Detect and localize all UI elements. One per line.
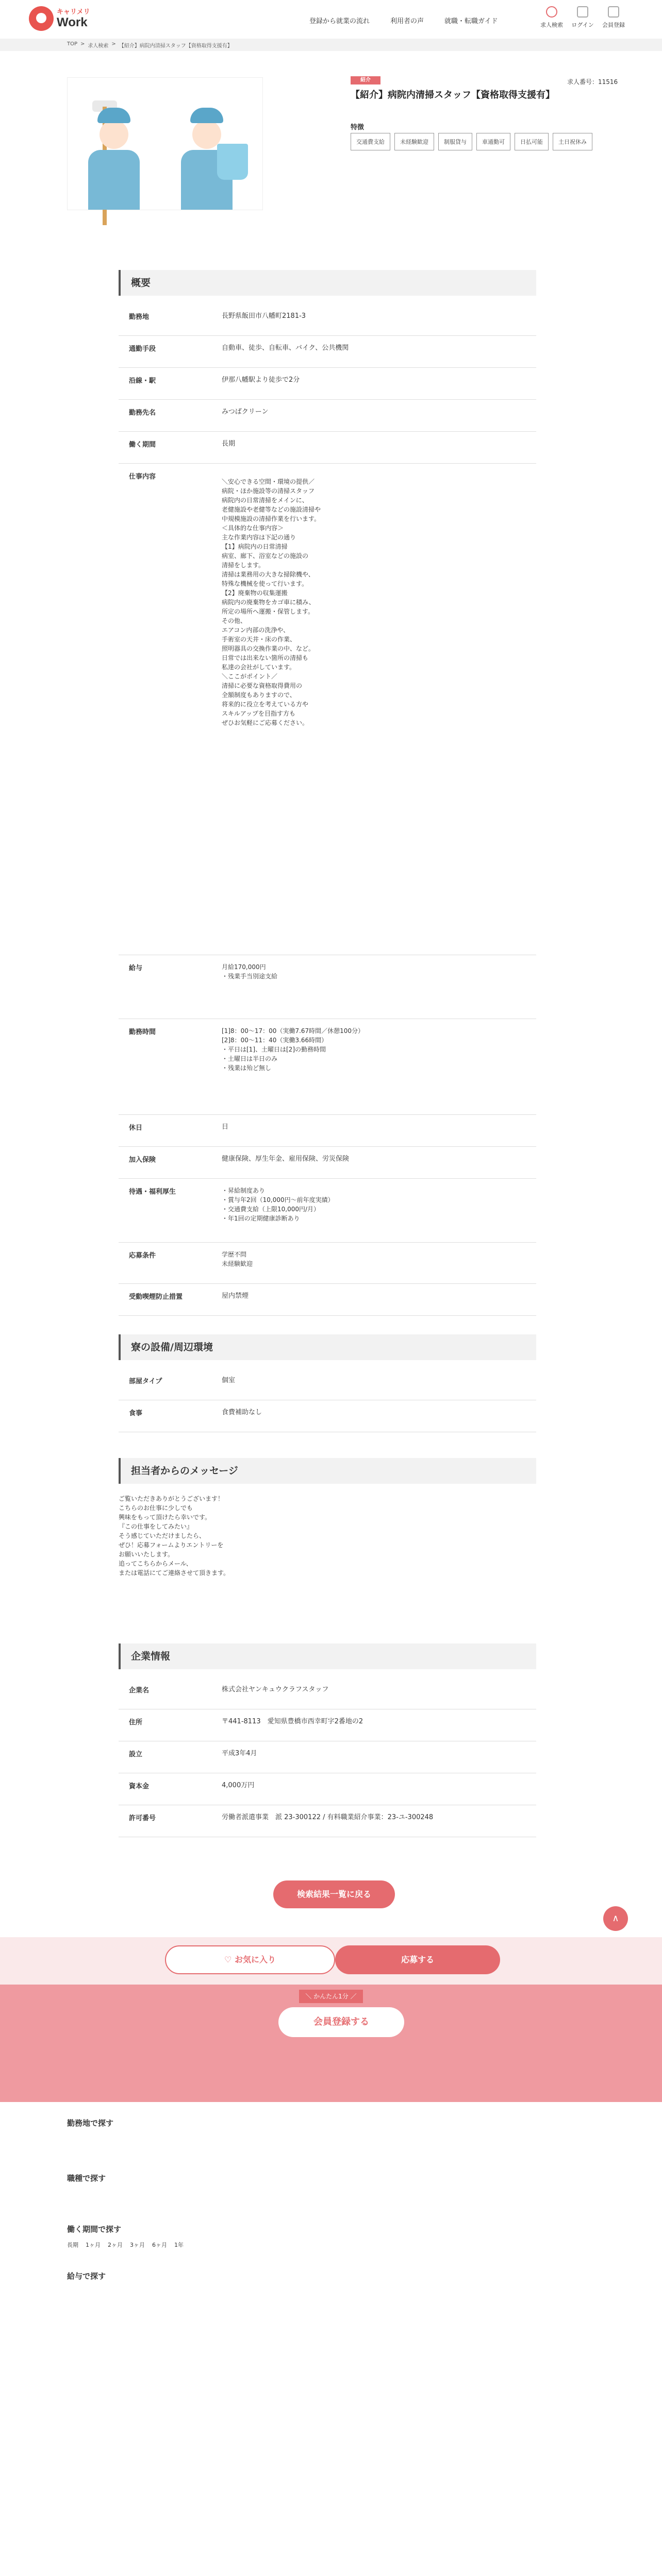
text-line: こちらのお仕事に少しでも [119,1504,193,1512]
spacer [67,2295,603,2308]
search-link[interactable]: 6ヶ月 [152,2242,167,2248]
feature-tag: 交通費支給 [351,133,390,150]
spacer [67,2154,603,2167]
row-value: 4,000万円 [222,1782,255,1789]
row-label: 部屋タイプ [129,1378,162,1385]
text-line: 【1】病院内の日常清掃 [222,543,288,550]
text-line: 老健施設や老健等などの施設清掃や [222,506,321,513]
row-label: 沿線・駅 [129,377,156,385]
job-type-badge: 紹介 [351,76,380,84]
facility-heading: 寮の設備/周辺環境 [119,1334,536,1360]
text-line: ＼安心できる空間・環境の提供／ [222,478,315,485]
text-line: 中規模施設の清掃作業を行います。 [222,515,321,522]
text-line: ・年1回の定期健康診断あり [222,1215,300,1222]
search-link[interactable]: 3ヶ月 [130,2242,145,2248]
feature-tag: 日払可能 [515,133,549,150]
benefits-lines [222,1186,334,1223]
job-content-lines [222,477,321,727]
text-line: ＜具体的な仕事内容＞ [222,524,284,532]
header-search-label: 求人検索 [540,22,563,28]
message-body [119,1494,536,1578]
header-login[interactable] [567,4,598,29]
text-line: 未経験歓迎 [222,1260,253,1267]
row-founded [119,1741,536,1773]
row-label: 働く期間 [129,441,156,449]
text-line: 所定の場所へ運搬・保管します。 [222,608,315,615]
text-line: 特殊な機械を使って行います。 [222,580,308,587]
search-link[interactable]: 1ヶ月 [86,2242,101,2248]
logo-small[interactable]: キャリメリ [57,8,90,16]
row-salary [119,955,536,1019]
favorite-button[interactable]: ♡ お気に入り [165,1945,335,1974]
breadcrumb: TOP > 求人検索 > 【紹介】病院内清掃スタッフ【資格取得支援有】 [67,41,233,49]
row-label: 受動喫煙防止措置 [129,1293,183,1301]
salary-lines [222,962,277,981]
text-line: 全額制度もありますので、 [222,691,296,699]
text-line: 病院内の日常清掃をメインに、 [222,497,308,504]
message-heading: 担当者からのメッセージ [119,1458,536,1484]
row-insurance [119,1147,536,1179]
header-search[interactable] [536,4,567,29]
header-icons [536,4,629,29]
text-line: 月給170,000円 [222,963,266,971]
text-line: 照明器具の交換作業の中、など。 [222,645,315,652]
feature-tag: 車通勤可 [476,133,510,150]
spacer [67,2205,603,2218]
text-line: ・残業手当別途支給 [222,973,278,980]
row-label: 住所 [129,1719,143,1726]
row-label: 勤務地 [129,313,150,321]
row-value: 自動車、徒歩、自転車、バイク、公共機関 [222,344,349,352]
text-line: 学歴不問 [222,1251,247,1258]
nav-guide[interactable]: 就職・転職ガイド [444,18,498,25]
feature-tag: 未経験歓迎 [394,133,434,150]
breadcrumb-current: 【紹介】病院内清掃スタッフ【資格取得支援有】 [119,43,233,49]
job-hero-image [67,77,263,210]
row-company-name [119,1677,536,1709]
row-label: 勤務先名 [129,409,156,417]
search-link[interactable]: 2ヶ月 [108,2242,123,2248]
text-line: 清掃は業務用の大きな掃除機や、 [222,571,315,578]
row-label: 通勤手段 [129,345,156,353]
search-section-title: 給与で探す [67,2272,106,2281]
logo-big[interactable]: Work [57,15,88,29]
breadcrumb-search[interactable]: 求人検索 [88,43,109,49]
text-line: お願いいたします。 [119,1551,174,1558]
row-label: 仕事内容 [129,473,156,481]
row-value: 長野県飯田市八幡町2181-3 [222,312,306,320]
text-line: ・平日は[1]、土曜日は[2]の勤務時間 [222,1046,326,1053]
row-room-type [119,1368,536,1400]
row-label: 許可番号 [129,1815,156,1822]
company-heading: 企業情報 [119,1643,536,1669]
text-line: [2]8：00〜11：40（実働3.66時間） [222,1037,328,1044]
row-value: 伊那八幡駅より徒歩で2分 [222,376,300,384]
row-value: みつばクリーン [222,408,269,416]
text-line: ・土曜日は半日のみ [222,1055,278,1062]
row-job-content [119,464,536,955]
search-section-title: 勤務地で探す [67,2119,114,2128]
login-icon [577,6,588,18]
nav-voice[interactable]: 利用者の声 [390,18,424,25]
row-benefits [119,1179,536,1243]
row-capital [119,1773,536,1805]
text-line: ご覧いただきありがとうございます！ [119,1495,224,1502]
feature-tags [351,133,598,150]
text-line: ぜひ！応募フォームよりエントリーを [119,1541,224,1549]
text-line: [1]8：00〜17：00（実働7.67時間／休憩100分） [222,1027,365,1035]
overview-heading: 概要 [119,270,536,296]
row-value: 労働者派遣事業 派 23-300122 / 有料職業紹介事業：23-ユ-300248 [222,1814,434,1821]
job-title: 【紹介】病院内清掃スタッフ【資格取得支援有】 [351,90,555,100]
text-line: ・昇給制度あり [222,1187,266,1194]
row-value: 食費補助なし [222,1409,262,1416]
scroll-top-button[interactable]: ∧ [603,1906,628,1931]
text-line: ＼ここがポイント／ [222,673,278,680]
row-smoking [119,1284,536,1316]
row-value: 個室 [222,1377,236,1384]
register-button[interactable]: 会員登録する [278,2007,404,2037]
row-value: 健康保険、厚生年金、雇用保険、労災保険 [222,1155,350,1163]
text-line: 清掃をします。 [222,562,265,569]
text-line: 『この仕事をしてみたい』 [119,1523,193,1530]
text-line: 清掃に必要な資格取得費用の [222,682,303,689]
header-login-label: ログイン [571,22,594,28]
search-section-title: 職種で探す [67,2174,106,2183]
text-line: 主な作業内容は下記の通り [222,534,296,541]
text-line: その他、 [222,617,247,624]
text-line: そう感じていただけましたら、 [119,1532,206,1539]
nav-flow[interactable]: 登録から就業の流れ [309,18,370,25]
bucket-icon [217,144,248,180]
back-to-list-button[interactable]: 検索結果一覧に戻る [273,1880,395,1908]
feature-tag: 制服貸与 [438,133,472,150]
text-line: ぜひお気軽にご応募ください。 [222,719,309,726]
row-label: 企業名 [129,1687,150,1694]
requirements-lines [222,1250,253,1268]
text-line: 【2】廃棄物の収集運搬 [222,589,288,597]
job-id: 求人番号：11516 [567,78,618,86]
row-value: 〒441-8113 愛知県豊橋市西幸町字2番地の2 [222,1718,363,1725]
row-workplace [119,400,536,432]
row-hours [119,1019,536,1115]
row-label: 設立 [129,1751,143,1758]
worker-male-illustration [83,96,145,210]
row-station [119,368,536,400]
features-label: 特徴 [351,124,365,131]
row-label: 応募条件 [129,1252,156,1260]
row-label: 休日 [129,1124,143,1132]
apply-button[interactable]: 応募する [335,1945,500,1974]
row-address [119,1709,536,1741]
row-value: 平成3年4月 [222,1750,257,1757]
row-label: 待遇・福利厚生 [129,1188,176,1196]
register-icon [608,6,619,18]
row-commute [119,336,536,368]
register-caption: ＼ かんたん1分 ／ [299,1990,363,2003]
text-line: または電話にてご連絡させて頂きます。 [119,1569,230,1577]
row-value: 長期 [222,440,236,448]
text-line: 将来的に役立を考えている方や [222,701,309,708]
row-label: 食事 [129,1410,143,1417]
row-term [119,432,536,464]
row-label: 加入保険 [129,1156,156,1164]
text-line: 私達の会社がしています。 [222,664,296,671]
row-label: 給与 [129,964,143,972]
text-line: 病院・ほか施設等の清掃スタッフ [222,487,315,495]
text-line: ・交通費支給（上限10,000円/月） [222,1206,320,1213]
text-line: 追ってこちらからメール、 [119,1560,192,1567]
search-link[interactable]: 長期 [67,2242,78,2248]
header-register-label: 会員登録 [602,22,625,28]
text-line: ・残業は殆ど無し [222,1064,272,1072]
row-requirements [119,1243,536,1284]
text-line: 興味をもって頂けたら幸いです。 [119,1514,211,1521]
text-line: スキルアップを目指す方も [222,710,296,717]
logo-mark-icon[interactable] [29,6,54,31]
text-line: 病室、廊下、浴室などの施設の [222,552,309,560]
text-line: 病院内の廃棄物をカゴ車に積み、 [222,599,315,606]
row-value: 屋内禁煙 [222,1292,249,1300]
spacer [67,2252,603,2265]
text-line: エアコン内部の洗浄や、 [222,626,290,634]
search-link[interactable]: 1年 [174,2242,184,2248]
header-register[interactable] [598,4,629,29]
search-section-title: 働く期間で探す [67,2225,122,2234]
row-label: 勤務時間 [129,1028,156,1036]
text-line: ・賞与年2回（10,000円〜前年度実績） [222,1196,334,1204]
search-links [67,2112,603,2308]
row-value: 日 [222,1123,229,1131]
row-label: 資本金 [129,1783,150,1790]
text-line: 手術室の天井・床の作業、 [222,636,296,643]
row-meals [119,1400,536,1432]
feature-tag: 土日祝休み [553,133,592,150]
text-line: 日常では出来ない箇所の清掃も [222,654,309,662]
row-value: 株式会社ヤンキュウクラフスタッフ [222,1686,329,1693]
row-license [119,1805,536,1837]
main-nav [309,15,498,25]
person-icon [546,6,557,18]
term-links [67,2241,603,2249]
row-location [119,304,536,336]
breadcrumb-top[interactable]: TOP [67,41,78,47]
site-header [0,0,662,39]
row-holiday [119,1115,536,1147]
hours-lines [222,1026,364,1073]
